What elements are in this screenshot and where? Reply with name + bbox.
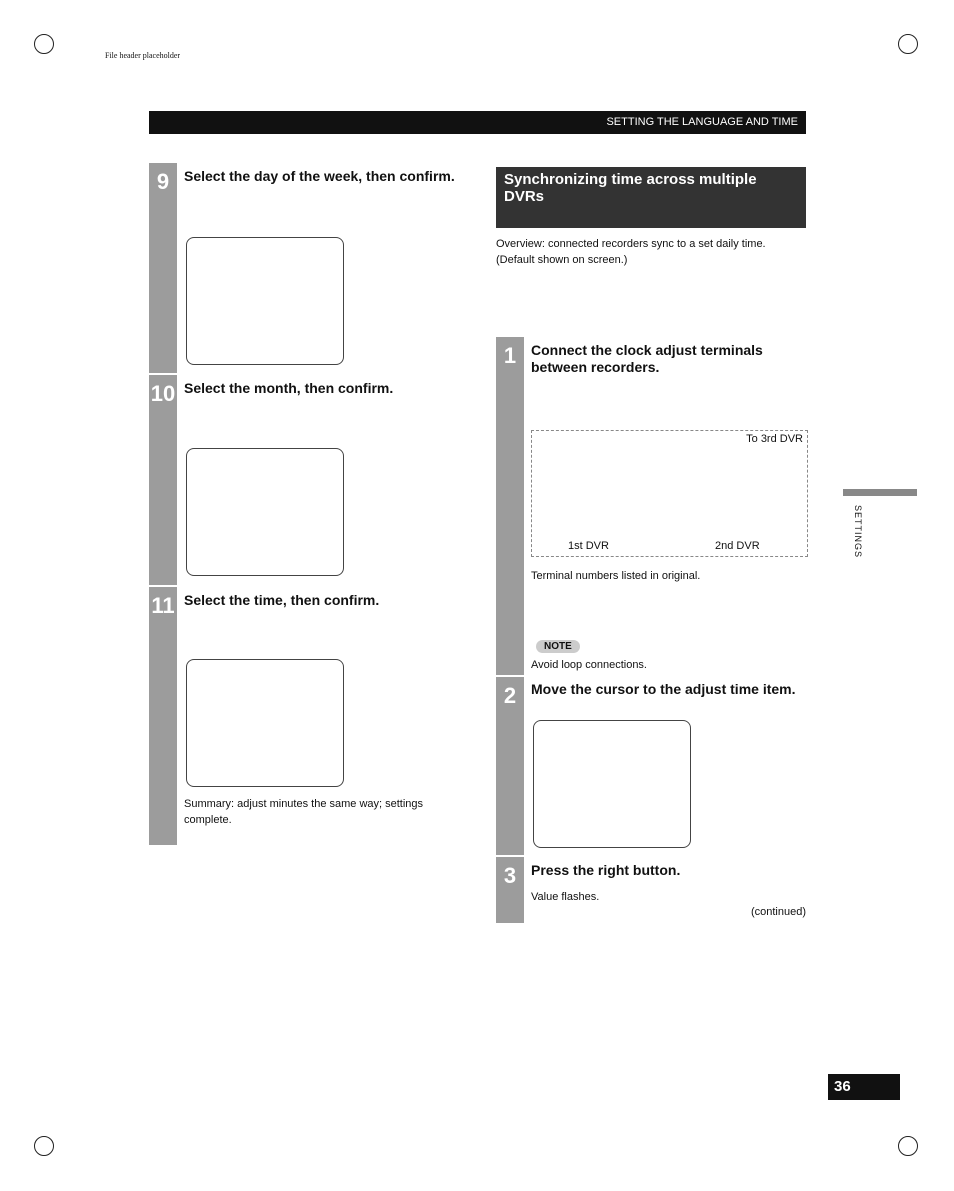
note-badge: NOTE (536, 640, 580, 653)
step-note: Value flashes. (531, 891, 600, 903)
section-header: SETTING THE LANGUAGE AND TIME (149, 111, 806, 134)
menu-screen (186, 659, 344, 787)
continued-label: (continued) (750, 906, 806, 918)
step-instruction: Move the cursor to the adjust time item. (531, 681, 796, 697)
step-number: 1 (496, 337, 524, 675)
diagram-label: 2nd DVR (715, 540, 760, 552)
side-tab-bar (843, 489, 917, 496)
note-text: Avoid loop connections. (531, 659, 647, 671)
step-instruction: Select the month, then confirm. (184, 380, 394, 396)
wiring-diagram (531, 430, 808, 557)
file-info: File header placeholder (105, 51, 181, 60)
step-number: 9 (149, 163, 177, 373)
page-number: 36 (828, 1074, 900, 1100)
step-instruction: Select the time, then confirm. (184, 592, 380, 608)
section-title: Synchronizing time across multiple DVRs (496, 167, 806, 228)
crop-mark (34, 34, 54, 54)
menu-screen (186, 237, 344, 365)
crop-mark (898, 34, 918, 54)
diagram-label: To 3rd DVR (746, 433, 803, 445)
diagram-label: 1st DVR (568, 540, 609, 552)
step-instruction: Connect the clock adjust terminals between recorders. (531, 342, 763, 375)
step-number: 11 (149, 587, 177, 845)
crop-mark (34, 1136, 54, 1156)
step-instruction: Press the right button. (531, 862, 681, 878)
step-note: Summary: adjust minutes the same way; settings complete. (184, 798, 424, 826)
step-instruction: Select the day of the week, then confirm. (184, 168, 455, 184)
menu-screen (186, 448, 344, 576)
terminal-note: Terminal numbers listed in original. (531, 570, 701, 582)
step-number: 2 (496, 677, 524, 855)
section-intro: Overview: connected recorders sync to a set daily time. (Default shown on screen.) (496, 238, 766, 266)
step-number: 10 (149, 375, 177, 585)
step-number: 3 (496, 857, 524, 923)
menu-screen (533, 720, 691, 848)
side-section-label: SETTINGS (853, 505, 863, 559)
crop-mark (898, 1136, 918, 1156)
